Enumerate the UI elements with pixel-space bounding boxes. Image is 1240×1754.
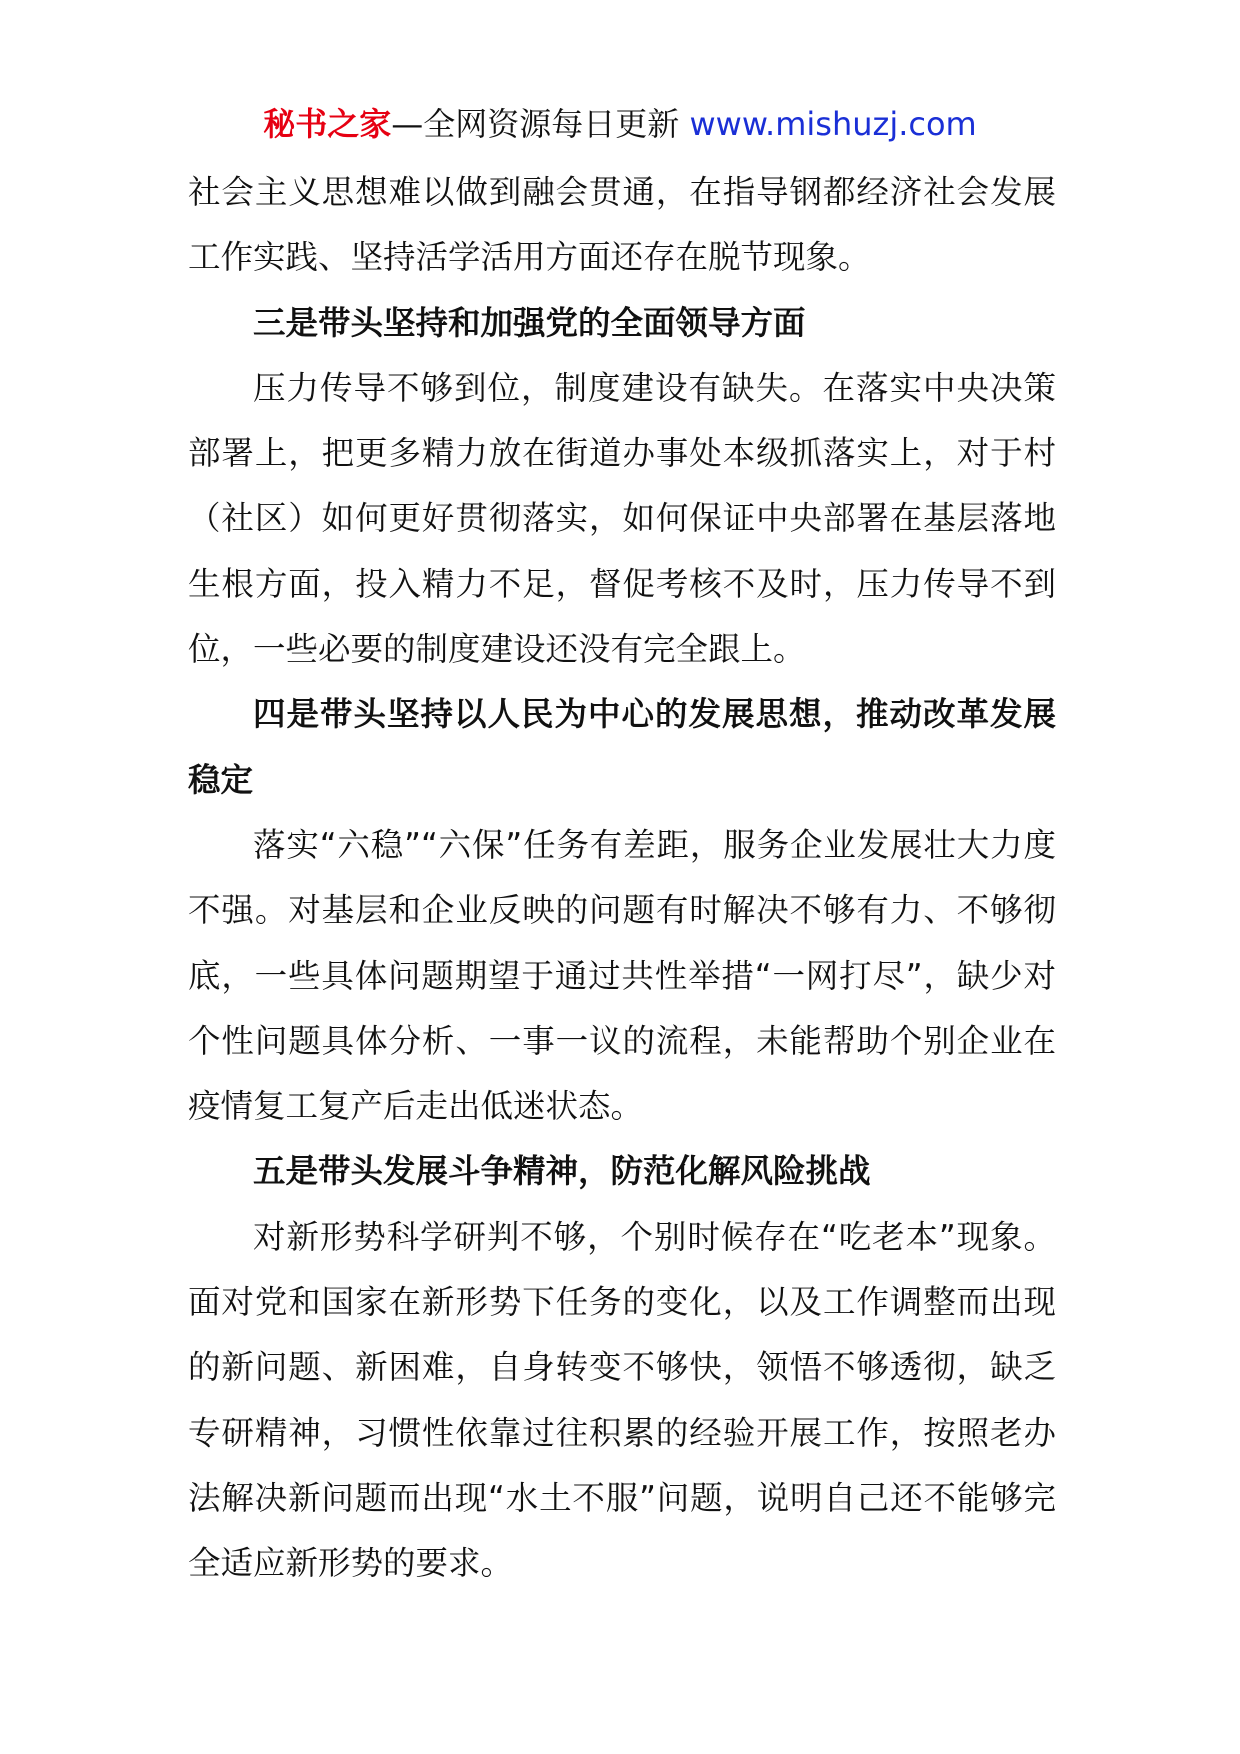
paragraph-section-4: 落实“六稳”“六保”任务有差距，服务企业发展壮大力度不强。对基层和企业反映的问题有时解决不够有力、不够彻底，一些具体问题期望于通过共性举措“一网打尽”，缺少对个性问题具体分析、一事一议的流程，未能帮助个别企业在疫情复工复产后走出低迷状态。 bbox=[188, 825, 1056, 1126]
paragraph-section-3: 压力传导不够到位，制度建设有缺失。在落实中央决策部署上，把更多精力放在街道办事处本级抓落实上，对于村（社区）如何更好贯彻落实，如何保证中央部署在基层落地生根方面，投入精力不足，督促考核不及时，压力传导不到位，一些必要的制度建设还没有完全跟上。 bbox=[188, 368, 1056, 669]
section-heading-4: 四是带头坚持以人民为中心的发展思想，推动改革发展稳定 bbox=[188, 695, 1056, 799]
site-brand: 秘书之家 bbox=[263, 105, 392, 143]
section-heading-5: 五是带头发展斗争精神，防范化解风险挑战 bbox=[253, 1152, 871, 1191]
document-body bbox=[188, 160, 1056, 1597]
section-heading-3: 三是带头坚持和加强党的全面领导方面 bbox=[253, 303, 806, 342]
site-header bbox=[0, 102, 1240, 146]
site-url-link[interactable]: www.mishuzj.com bbox=[689, 105, 977, 143]
site-tagline: —全网资源每日更新 bbox=[391, 105, 690, 143]
paragraph-continuation: 社会主义思想难以做到融会贯通，在指导钢都经济社会发展工作实践、坚持活学活用方面还存在脱节现象。 bbox=[188, 173, 1056, 277]
paragraph-section-5: 对新形势科学研判不够，个别时候存在“吃老本”现象。面对党和国家在新形势下任务的变化，以及工作调整而出现的新问题、新困难，自身转变不够快，领悟不够透彻，缺乏专研精神，习惯性依靠过往积累的经验开展工作，按照老办法解决新问题而出现“水土不服”问题，说明自己还不能够完全适应新形势的要求。 bbox=[188, 1217, 1056, 1583]
